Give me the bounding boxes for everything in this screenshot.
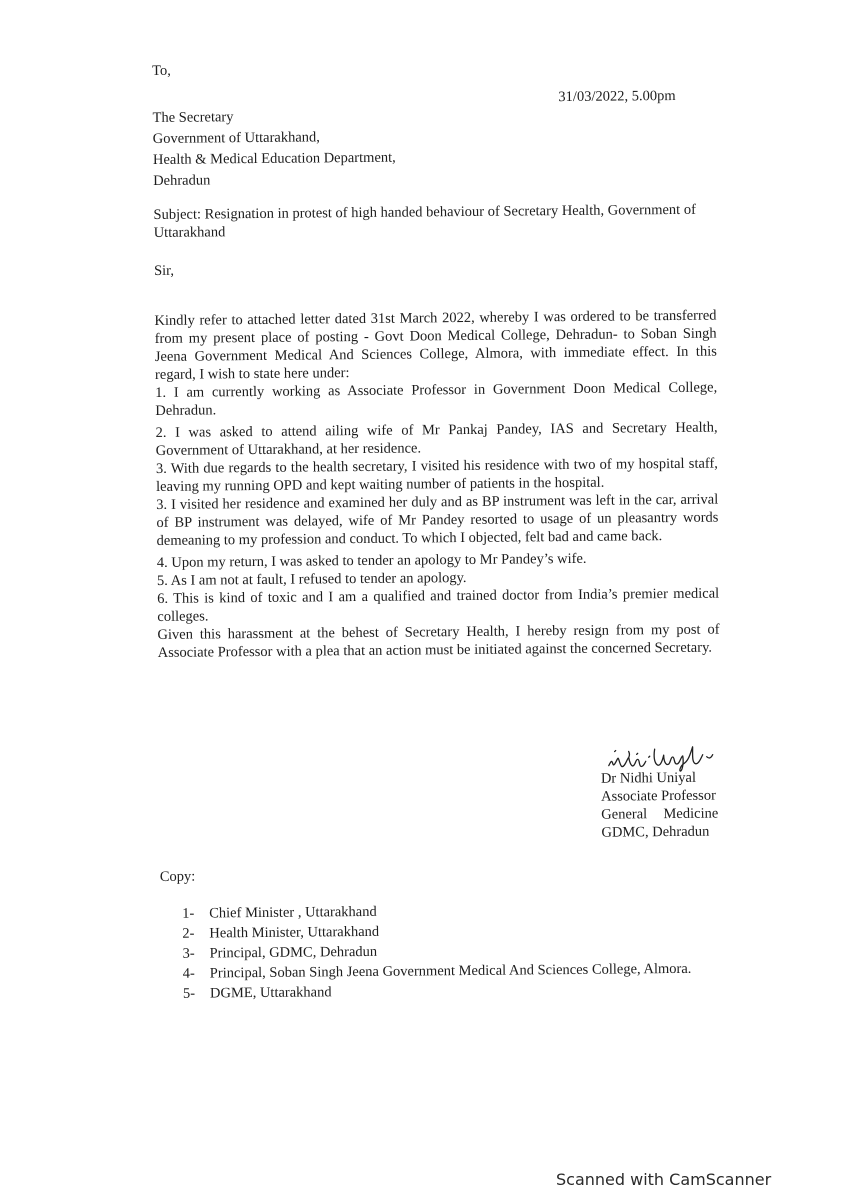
copy-item-number: 1-: [182, 905, 195, 922]
copy-item-text: DGME, Uttarakhand: [209, 984, 332, 1002]
letter-body: [154, 307, 719, 662]
letter-subject: Subject: Resignation in protest of high handed behaviour of Secretary Health, Government of Uttarakhand: [153, 201, 696, 241]
signature-area: [601, 738, 732, 841]
signatory-department: [601, 805, 718, 824]
department-word: General: [601, 806, 648, 823]
copy-to-list: [182, 899, 692, 1004]
body-point: 1. I am currently working as Associate Professor in Government Doon Medical College, Dehradun.: [155, 379, 718, 419]
body-point: 2. I was asked to attend ailing wife of Mr Pankaj Pandey, IAS and Secretary Health, Government of Uttarakhand, at her residence.: [155, 419, 718, 459]
copy-item-number: 5-: [182, 985, 196, 1002]
address-line: The Secretary: [152, 109, 234, 126]
letter-salutation: Sir,: [153, 262, 175, 279]
copy-item-text: Health Minister, Uttarakhand: [209, 923, 380, 942]
body-point: 4. Upon my return, I was asked to tender an apology to Mr Pandey’s wife.: [156, 550, 587, 571]
body-point: 3. With due regards to the health secretary, I visited his residence with two of my hospital staff, leaving my running OPD and kept waiting number of patients in the hospital.: [155, 455, 718, 495]
body-point: 3. I visited her residence and examined her duly and as BP instrument was left in the car, arrival of BP instrument was delayed, wife of Mr Pandey resorted to usage of un pleasantry words demeaning to my profession and conduct. To which I objected, felt bad and came back.: [156, 491, 719, 549]
signatory-details: [601, 768, 732, 841]
signatory-name: Dr Nidhi Uniyal: [600, 769, 697, 787]
copy-item-text: Chief Minister , Uttarakhand: [209, 903, 377, 922]
signatory-designation: Associate Professor: [601, 787, 716, 805]
body-point: 6. This is kind of toxic and I am a qualified and trained doctor from India’s premier medical colleges.: [157, 585, 720, 625]
department-word: Medicine: [663, 805, 719, 823]
copy-label: Copy:: [159, 868, 196, 885]
letter-to: To,: [152, 62, 171, 79]
address-line: Government of Uttarakhand,: [152, 129, 320, 147]
address-line: Health & Medical Education Department,: [152, 149, 396, 168]
copy-item-number: 4-: [182, 965, 195, 982]
body-point: 5. As I am not at fault, I refused to tender an apology.: [156, 569, 467, 589]
copy-list-item: [183, 979, 692, 1004]
body-paragraph: Given this harassment at the behest of Secretary Health, I hereby resign from my post of Associate Professor with a plea that an action must be initiated against the concerned Secretary.: [157, 621, 720, 661]
signatory-institution: GDMC, Dehradun: [601, 823, 710, 841]
scanner-watermark: Scanned with CamScanner: [556, 1170, 772, 1189]
recipient-address: [152, 106, 396, 192]
body-paragraph: Kindly refer to attached letter dated 31st March 2022, whereby I was ordered to be transferred from my present place of posting - Govt Doon Medical College, Dehradun- to Soban Singh Jeena Government Medical And Sciences College, Almora, with immediate effect. In this regard, I wish to state here under:: [154, 307, 717, 383]
copy-item-number: 3-: [182, 945, 195, 962]
copy-item-number: 2-: [182, 925, 195, 942]
letter-date: 31/03/2022, 5.00pm: [558, 87, 676, 106]
address-line: Dehradun: [153, 172, 211, 189]
copy-item-text: Principal, GDMC, Dehradun: [209, 943, 378, 962]
copy-item-text: Principal, Soban Singh Jeena Government Medical And Sciences College, Almora.: [209, 960, 692, 982]
